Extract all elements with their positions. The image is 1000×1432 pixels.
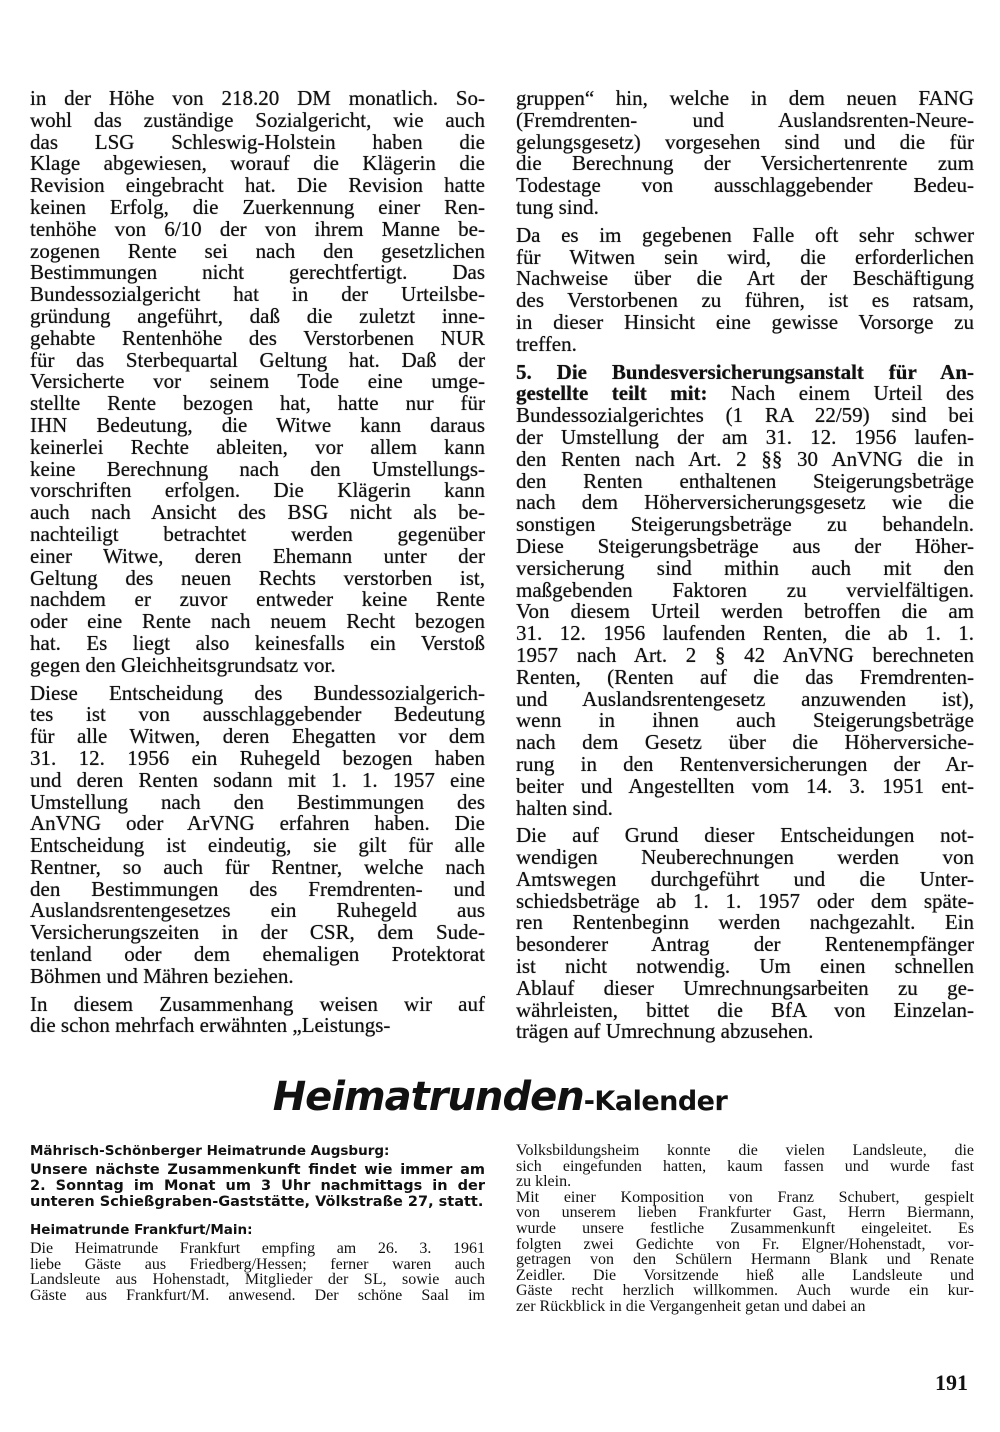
- text-line: das LSG Schleswig-Holstein haben die: [30, 129, 485, 154]
- text-line: rung in den Rentenversicherungen der Ar-: [516, 751, 974, 776]
- paragraph: [516, 1143, 974, 1190]
- text-line: Geltung des neuen Rechts verstorben ist,: [30, 565, 485, 590]
- text-line: keinen Erfolg, die Zuerkennung einer Ren-: [30, 194, 485, 219]
- article-right-column: [516, 88, 974, 1049]
- text-line: Revision eingebracht hat. Die Revision hatte: [30, 173, 485, 198]
- text-line: Umstellung nach den Bestimmungen des: [30, 789, 485, 814]
- text-line: Todestage von ausschlaggebender Bedeu-: [516, 173, 974, 198]
- text-line: (Fremdrenten- und Auslandsrenten-Neure-: [516, 107, 974, 132]
- text-line: Diese Steigerungsbeträge aus der Höher-: [516, 533, 974, 558]
- text-line: der Umstellung der am 31. 12. 1956 laufen-: [516, 424, 974, 449]
- text-line: Volksbildungsheim konnte die vielen Landsleute, die: [516, 1142, 974, 1159]
- paragraph: [30, 991, 485, 1038]
- text-line: Böhmen und Mähren beziehen.: [30, 963, 294, 988]
- section-heading-frankfurt: Heimatrunde Frankfurt/Main:: [30, 1222, 253, 1238]
- text-line: die schon mehrfach erwähnten „Leistungs-: [30, 1013, 391, 1038]
- text-line: Klage abgewiesen, worauf die Klägerin die: [30, 151, 485, 176]
- text-line: gegen den Gleichheitsgrundsatz vor.: [30, 652, 336, 677]
- text-line: 31. 12. 1956 laufenden Renten, die ab 1. 1.: [516, 621, 974, 646]
- text-line: sich eingefunden hatten, kaum fassen und wurde fast: [516, 1157, 974, 1175]
- text-line: Von diesem Urteil werden betroffen die am: [516, 599, 974, 624]
- text-line: ren Rentenbeginn werden nachgezahlt. Ein: [516, 910, 974, 935]
- paragraph: [516, 222, 974, 356]
- text-line: den Renten enthaltenen Steigerungsbeträge: [516, 468, 974, 493]
- text-line: versicherung sind mithin auch mit den: [516, 555, 974, 580]
- text-line: von unserem lieben Frankfurter Gast, Herrn Biermann,: [516, 1204, 974, 1222]
- text-line: die Berechnung der Versichertenrente zum: [516, 151, 974, 176]
- text-line: Die auf Grund dieser Entscheidungen not-: [516, 823, 974, 848]
- text-line: für Witwen sein wird, die erforderlichen: [516, 244, 974, 269]
- text-line: hat. Es liegt also keinesfalls ein Verstoß: [30, 630, 485, 655]
- text-line: liebe Gäste aus Friedberg/Hessen; ferner waren auch: [30, 1255, 485, 1273]
- calendar-title-suffix: -Kalender: [583, 1086, 728, 1117]
- text-line: und deren Renten sodann mit 1. 1. 1957 eine: [30, 767, 485, 792]
- text-line: keinerlei Rechte ableiten, vor allem kann: [30, 434, 485, 459]
- text-line: Nachweise über die Art der Beschäftigung: [516, 266, 974, 291]
- text-line: Gäste aus Frankfurt/M. anwesend. Der schöne Saal im: [30, 1286, 485, 1304]
- text-line: treffen.: [516, 331, 577, 356]
- text-line: Entscheidung ist eindeutig, sie gilt für alle: [30, 833, 485, 858]
- text-line: unteren Schießgraben-Gaststätte, Völkstraße 27, statt.: [30, 1194, 484, 1210]
- text-line: Gäste recht herzlich willkommen. Auch wurde ein kur-: [516, 1282, 974, 1300]
- text-line: vorschriften erfolgen. Die Klägerin kann: [30, 478, 485, 503]
- text-line: Zeidler. Die Vorsitzende hieß alle Landsleute und: [516, 1266, 974, 1284]
- text-line: in der Höhe von 218.20 DM monatlich. So-: [30, 86, 485, 110]
- paragraph: [516, 359, 974, 820]
- paragraph: [30, 680, 485, 988]
- text-line: wenn in ihnen auch Steigerungsbeträge: [516, 708, 974, 733]
- text-line: 1957 nach Art. 2 § 42 AnVNG berechneten: [516, 642, 974, 667]
- text-line: Landsleute aus Hohenstadt, Mitglieder der SL, sowie auch: [30, 1271, 485, 1289]
- text-line: gelungsgesetz) vorgesehen sind und die für: [516, 129, 974, 154]
- text-line: Rentner, so auch für Rentner, welche nach: [30, 854, 485, 879]
- text-line: Amtswegen durchgeführt und die Unter-: [516, 866, 974, 891]
- calendar-right-column: [516, 1143, 974, 1315]
- text-line: stellte Rente bezogen hat, hatte nur für: [30, 391, 485, 416]
- calendar-title-script: Heimatrunden: [272, 1074, 584, 1120]
- text-line: Unsere nächste Zusammenkunft findet wie immer am: [30, 1162, 485, 1178]
- text-line: zer Rückblick in die Vergangenheit getan und dabei an: [516, 1297, 866, 1315]
- text-line: nachdem er zuvor entweder keine Rente: [30, 587, 485, 612]
- text-line: und Auslandsrentengesetz anzuwenden ist),: [516, 686, 974, 711]
- text-line: 31. 12. 1956 ein Ruhegeld bezogen haben: [30, 745, 485, 770]
- paragraph: [516, 1190, 974, 1315]
- text-line: nach dem Höherversicherungsgesetz wie die: [516, 490, 974, 515]
- text-line: auch nach Ansicht des BSG nicht als be-: [30, 500, 485, 525]
- text-line: Mit einer Komposition von Franz Schubert, gespielt: [516, 1188, 974, 1206]
- text-line: beiter und Angestellten vom 14. 3. 1951 ent-: [516, 773, 974, 798]
- text-line: getragen von den Schülern Hermann Blank und Renate: [516, 1251, 974, 1269]
- text-line: tenhöhe von 6/10 der von ihrem Manne be-: [30, 216, 485, 241]
- frankfurt-report: [30, 1241, 485, 1303]
- section-heading-augsburg: Mährisch-Schönberger Heimatrunde Augsburg:: [30, 1143, 390, 1159]
- text-line: Ablauf dieser Umrechnungsarbeiten zu ge-: [516, 975, 974, 1000]
- text-line: trägen auf Umrechnung abzusehen.: [516, 1019, 814, 1044]
- text-line: Versicherte vor seinem Tode eine umge-: [30, 369, 485, 394]
- paragraph: [516, 88, 974, 219]
- text-line: oder eine Rente nach neuem Recht bezogen: [30, 609, 485, 634]
- text-line: Versicherungszeiten in der CSR, dem Sude-: [30, 920, 485, 945]
- text-line: zu klein.: [516, 1173, 572, 1191]
- paragraph: [516, 825, 974, 1043]
- text-line: währleisten, bittet die BfA von Einzelan-: [516, 997, 974, 1022]
- text-line: tes ist von ausschlaggebender Bedeutung: [30, 702, 485, 727]
- text-line: Auslandsrentengesetzes ein Ruhegeld aus: [30, 898, 485, 923]
- text-line: wendigen Neuberechnungen werden von: [516, 845, 974, 870]
- text-line: wurde unsere festliche Zusammenkunft eingeleitet. Es: [516, 1219, 974, 1237]
- text-line: ist nicht notwendig. Um einen schnellen: [516, 954, 974, 979]
- text-line: gruppen“ hin, welche in dem neuen FANG: [516, 86, 974, 110]
- text-line: Bundessozialgerichtes (1 RA 22/59) sind bei: [516, 403, 974, 428]
- text-line: tenland oder dem ehemaligen Protektorat: [30, 942, 485, 967]
- text-line: tung sind.: [516, 194, 599, 219]
- text-line: Die Heimatrunde Frankfurt empfing am 26. 3. 1961: [30, 1240, 485, 1257]
- text-line: für das Sterbequartal Geltung hat. Daß der: [30, 347, 485, 372]
- article-left-column: [30, 88, 485, 1043]
- page-number: 191: [935, 1370, 968, 1395]
- text-line: folgten zwei Gedichte von Fr. Elgner/Hohenstadt, vor-: [516, 1235, 974, 1253]
- text-line: AnVNG oder ArVNG erfahren haben. Die: [30, 811, 485, 836]
- text-line: besonderer Antrag der Rentenempfänger: [516, 932, 974, 957]
- text-line: Bestimmungen nicht gerechtfertigt. Das: [30, 260, 485, 285]
- text-line: Da es im gegebenen Falle oft sehr schwer: [516, 222, 974, 247]
- paragraph: [30, 88, 485, 677]
- text-line: gehabte Rentenhöhe des Verstorbenen NUR: [30, 325, 485, 350]
- text-line: in dieser Hinsicht eine gewisse Vorsorge zu: [516, 309, 974, 334]
- text-line: 2. Sonntag im Monat um 3 Uhr nachmittags in der: [30, 1178, 485, 1194]
- text-line: Bundessozialgericht hat in der Urteilsbe-: [30, 282, 485, 307]
- calendar-heading: [0, 1074, 1000, 1120]
- text-line: schiedsbeträge ab 1. 1. 1957 oder dem späte-: [516, 888, 974, 913]
- text-line: IHN Bedeutung, die Witwe kann daraus: [30, 412, 485, 437]
- text-line: nachteiligt betrachtet werden gegenüber: [30, 521, 485, 546]
- text-line: für alle Witwen, deren Ehegatten vor dem: [30, 724, 485, 749]
- text-line: halten sind.: [516, 795, 613, 820]
- text-line: den Renten nach Art. 2 §§ 30 AnVNG die in: [516, 446, 974, 471]
- text-line: 5. Die Bundesversicherungsanstalt für An-: [516, 359, 974, 384]
- text-line: zogenen Rente sei nach den gesetzlichen: [30, 238, 485, 263]
- text-line: Renten, (Renten auf die das Fremdrenten-: [516, 664, 974, 689]
- text-line: gründung angeführt, daß die zuletzt inne-: [30, 303, 485, 328]
- text-line: Diese Entscheidung des Bundessozialgerich-: [30, 680, 485, 705]
- text-line: den Bestimmungen des Fremdrenten- und: [30, 876, 485, 901]
- text-line: gestellte teilt mit: Nach einem Urteil des: [516, 381, 974, 406]
- augsburg-notice: [30, 1162, 485, 1210]
- text-line: sonstigen Steigerungsbeträge zu behandeln.: [516, 512, 974, 537]
- text-line: keine Berechnung nach den Umstellungs-: [30, 456, 485, 481]
- text-line: einer Witwe, deren Ehemann unter der: [30, 543, 485, 568]
- text-line: nach dem Gesetz über die Höherversiche-: [516, 730, 974, 755]
- text-line: maßgebenden Faktoren zu vervielfältigen.: [516, 577, 974, 602]
- text-line: wohl das zuständige Sozialgericht, wie auch: [30, 107, 485, 132]
- calendar-left-column: [30, 1143, 485, 1303]
- text-line: des Verstorbenen zu führen, ist es ratsam,: [516, 288, 974, 313]
- text-line: In diesem Zusammenhang weisen wir auf: [30, 991, 485, 1016]
